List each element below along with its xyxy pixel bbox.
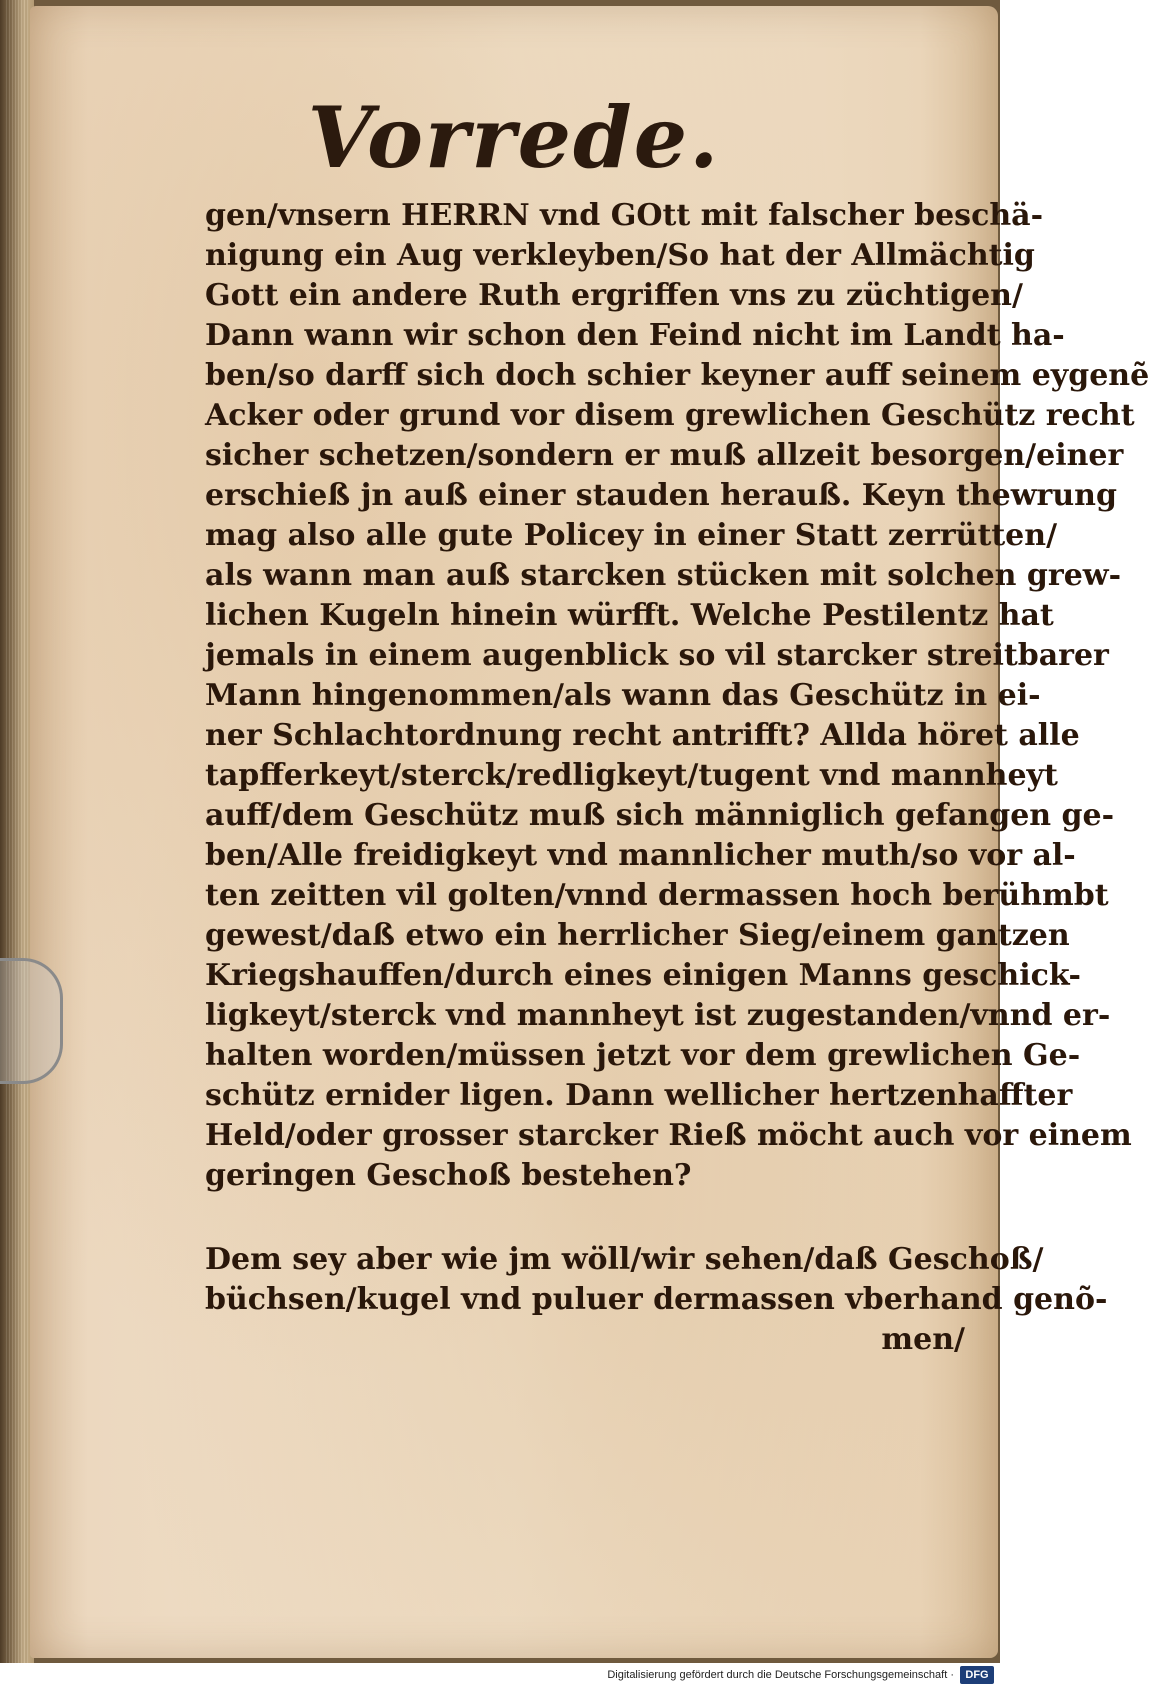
text-line: ligkeyt/sterck vnd mannheyt ist zugestanden/vnnd er- (205, 998, 1111, 1033)
page-heading: Vorrede. (307, 88, 721, 187)
dfg-logo: DFG (960, 1666, 994, 1684)
paragraph-1 (205, 196, 1149, 1196)
text-line: mag also alle gute Policey in einer Statt zerrütten/ (205, 518, 1058, 553)
body-text (205, 196, 1149, 1360)
text-line: Gott ein andere Ruth ergriffen vns zu züchtigen/ (205, 278, 1023, 313)
page-clip (0, 958, 63, 1084)
text-line: Dem sey aber wie jm wöll/wir sehen/daß Geschoß/ (205, 1242, 1044, 1277)
text-line: auff/dem Geschütz muß sich männiglich gefangen ge- (205, 798, 1115, 833)
text-line: tapfferkeyt/sterck/redligkeyt/tugent vnd mannheyt (205, 758, 1058, 793)
paper-page (30, 6, 1149, 1658)
text-line: gen/vnsern HERRN vnd GOtt mit falscher beschä- (205, 198, 1044, 233)
paragraph-gap (205, 1196, 965, 1240)
text-line: lichen Kugeln hinein würfft. Welche Pestilentz hat (205, 598, 1054, 633)
text-line: ben/Alle freidigkeyt vnd mannlicher muth/so vor al- (205, 838, 1076, 873)
text-line: Acker oder grund vor disem grewlichen Geschütz recht (205, 398, 1135, 433)
text-line: Held/oder grosser starcker Rieß möcht auch vor einem (205, 1118, 1132, 1153)
text-line: Mann hingenommen/als wann das Geschütz in ei- (205, 678, 1041, 713)
text-line: erschieß jn auß einer stauden herauß. Keyn thewrung (205, 478, 1117, 513)
text-line: geringen Geschoß bestehen? (205, 1158, 692, 1193)
footer-bar (0, 1663, 1000, 1690)
catchword: men/ (881, 1322, 965, 1357)
text-line: ner Schlachtordnung recht antrifft? Allda höret alle (205, 718, 1080, 753)
text-line: schütz ernider ligen. Dann wellicher hertzenhaffter (205, 1078, 1073, 1113)
book-page-edges (0, 0, 34, 1663)
text-line: halten worden/müssen jetzt vor dem grewlichen Ge- (205, 1038, 1081, 1073)
text-line: büchsen/kugel vnd puluer dermassen vberhand genõ- (205, 1282, 1108, 1317)
text-line: Kriegshauffen/durch eines einigen Manns geschick- (205, 958, 1081, 993)
text-line: Dann wann wir schon den Feind nicht im Landt ha- (205, 318, 1065, 353)
text-line: sicher schetzen/sondern er muß allzeit besorgen/einer (205, 438, 1124, 473)
text-line: ben/so darff sich doch schier keyner auff seinem eygenẽ (205, 358, 1149, 393)
text-line: ten zeitten vil golten/vnnd dermassen hoch berühmbt (205, 878, 1109, 913)
text-line: als wann man auß starcken stücken mit solchen grew- (205, 558, 1122, 593)
paragraph-2 (205, 1240, 1108, 1320)
text-line: jemals in einem augenblick so vil starcker streitbarer (205, 638, 1109, 673)
text-line: gewest/daß etwo ein herrlicher Sieg/einem gantzen (205, 918, 1070, 953)
text-line: nigung ein Aug verkleyben/So hat der Allmächtig (205, 238, 1035, 273)
funding-credit: Digitalisierung gefördert durch die Deutsche Forschungsgemeinschaft · (607, 1669, 954, 1681)
